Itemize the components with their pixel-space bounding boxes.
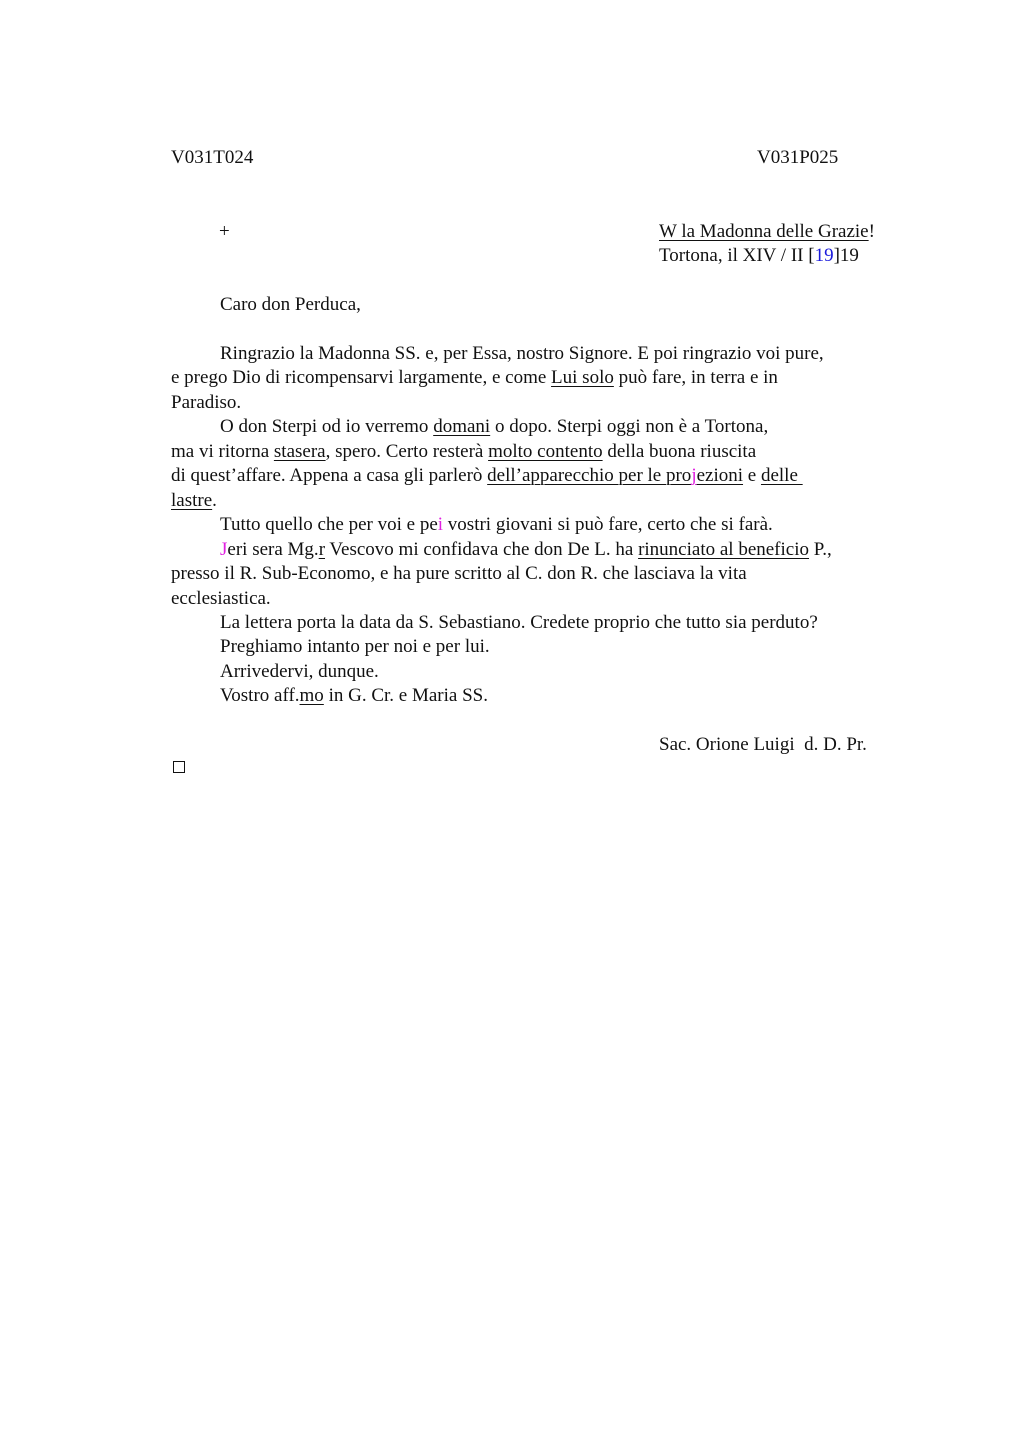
body-line-4 (220, 415, 768, 440)
salutation: Caro don Perduca, (220, 294, 361, 315)
text-span: vostri giovani si può fare, certo che si farà. (443, 514, 773, 535)
body-line-15 (220, 684, 488, 709)
text-span: ma vi ritorna (171, 441, 274, 462)
document-code-left: V031T024 (171, 147, 254, 168)
body-line-2 (171, 366, 778, 391)
body-line-5 (171, 440, 756, 465)
text-span: della buona riuscita (602, 441, 757, 462)
signature: Sac. Orione Luigi d. D. Pr. (659, 734, 867, 755)
end-marker-box (173, 761, 185, 773)
cross-mark: + (219, 221, 230, 242)
text-span: in G. Cr. e Maria SS. (323, 685, 488, 706)
body-line-9 (220, 538, 832, 563)
underlined-text: dell’apparecchio per le pro (487, 465, 692, 486)
text-span: o dopo. Sterpi oggi non è a Tortona, (490, 416, 769, 437)
invocation-text: W la Madonna delle Grazie (659, 221, 869, 242)
body-line-11: ecclesiastica. (171, 588, 271, 609)
dateline-editorial-year: 19 (814, 245, 834, 266)
text-span: Vostro aff. (220, 685, 300, 706)
text-span: O don Sterpi od io verremo (220, 416, 434, 437)
underlined-text: lastre (171, 490, 213, 511)
text-span: Vescovo mi confidava che don De L. ha (325, 539, 639, 560)
body-line-7 (171, 489, 217, 514)
body-line-6 (171, 464, 803, 489)
correction-letter: i (437, 514, 444, 535)
body-line-8 (220, 513, 773, 538)
text-span: e (743, 465, 761, 486)
dateline-prefix: Tortona, il XIV / II [ (659, 245, 815, 266)
invocation-line (659, 220, 875, 245)
body-line-12: La lettera porta la data da S. Sebastiano. Credete proprio che tutto sia perduto? (220, 612, 818, 633)
body-line-10: presso il R. Sub-Economo, e ha pure scritto al C. don R. che lasciava la vita (171, 563, 747, 584)
underlined-text: r (318, 539, 326, 560)
correction-letter: J (220, 539, 228, 560)
underlined-text: rinunciato al beneficio (638, 539, 810, 560)
text-span: Tutto quello che per voi e pe (220, 514, 438, 535)
underlined-text: molto contento (488, 441, 603, 462)
dateline-suffix: ]19 (833, 245, 859, 266)
text-span: e prego Dio di ricompensarvi largamente, e come (171, 367, 552, 388)
underlined-text: ezioni (696, 465, 744, 486)
underlined-text: delle (760, 465, 803, 486)
text-span: di quest’affare. Appena a casa gli parlerò (171, 465, 488, 486)
invocation-punct: ! (868, 221, 875, 242)
text-span: può fare, in terra e in (613, 367, 778, 388)
document-code-right: V031P025 (757, 147, 839, 168)
underlined-text: Lui solo (551, 367, 614, 388)
dateline (659, 244, 859, 269)
body-line-3: Paradiso. (171, 392, 242, 413)
text-span: P., (809, 539, 832, 560)
body-line-14: Arrivedervi, dunque. (220, 661, 379, 682)
text-span: , spero. Certo resterà (325, 441, 489, 462)
body-line-1: Ringrazio la Madonna SS. e, per Essa, nostro Signore. E poi ringrazio voi pure, (220, 343, 824, 364)
body-line-13: Preghiamo intanto per noi e per lui. (220, 636, 490, 657)
underlined-text: domani (433, 416, 491, 437)
underlined-text: stasera (273, 441, 326, 462)
text-span: eri sera Mg. (227, 539, 319, 560)
underlined-text: mo (299, 685, 324, 706)
text-span: . (212, 490, 217, 511)
correction-letter: j (691, 465, 697, 486)
